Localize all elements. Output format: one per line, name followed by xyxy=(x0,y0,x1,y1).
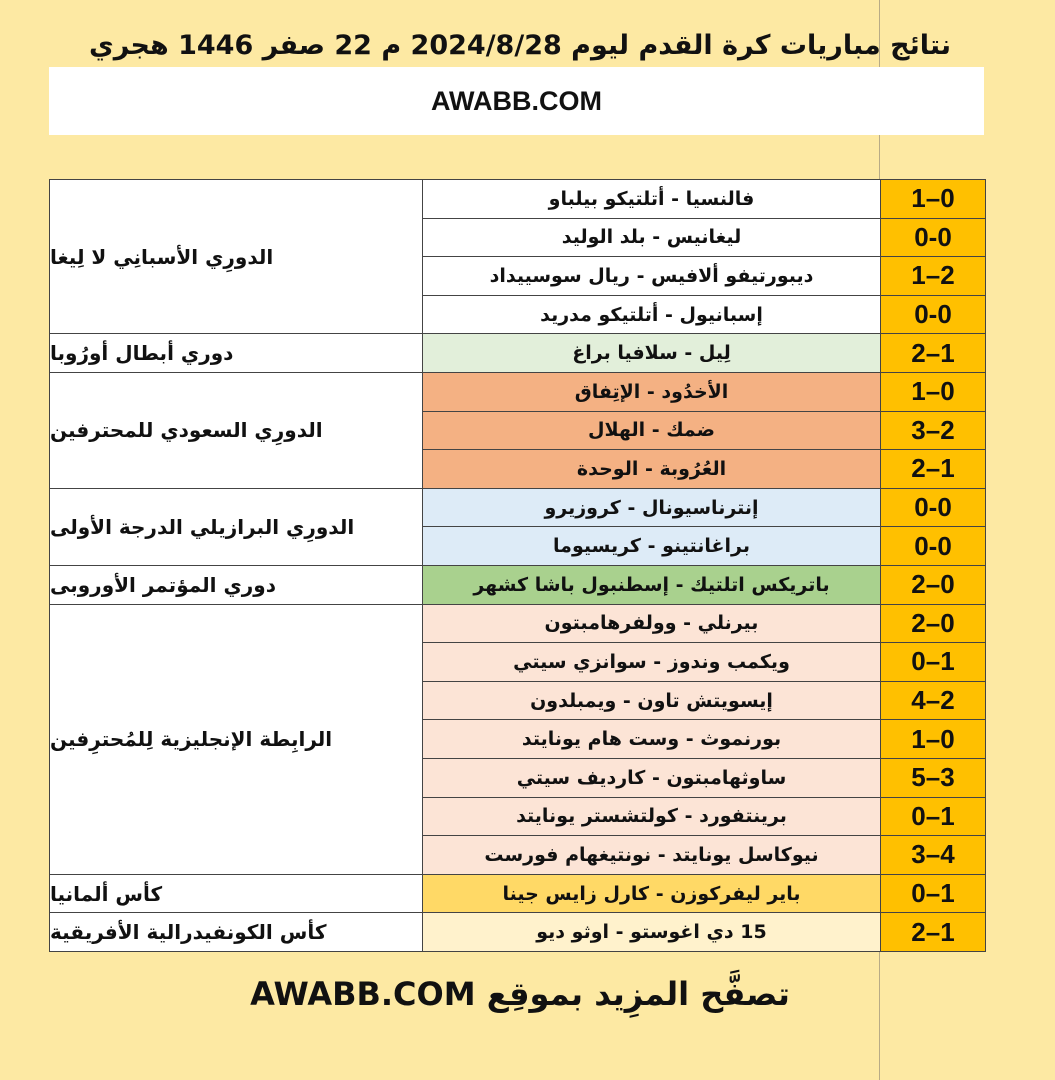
league-name: كأس الكونفيدرالية الأفريقية xyxy=(49,912,423,952)
match-score: 1–0 xyxy=(880,179,986,219)
match-teams: برينتفورد - كولتشستر يونايتد xyxy=(422,797,881,837)
match-score: 5–3 xyxy=(880,758,986,798)
match-score: 2–1 xyxy=(880,333,986,373)
league-name: الرابِطة الإنجليزية لِلمُحترِفين xyxy=(49,604,423,875)
match-teams: إنترناسيونال - كروزيرو xyxy=(422,488,881,528)
match-score: 2–1 xyxy=(880,912,986,952)
match-teams: بورنموث - وست هام يونايتد xyxy=(422,719,881,759)
site-banner xyxy=(49,67,984,135)
match-score: 0-0 xyxy=(880,526,986,566)
league-name: دوري أبطال أورُوبا xyxy=(49,333,423,373)
match-score: 2–0 xyxy=(880,565,986,605)
match-teams: ويكمب وندوز - سوانزي سيتي xyxy=(422,642,881,682)
site-name: AWABB.COM xyxy=(431,86,602,116)
league-name: الدورِي الأسبانِي لا لِيغا xyxy=(49,179,423,334)
match-teams: لِيل - سلافيا براغ xyxy=(422,333,881,373)
match-teams: الأخدُود - الإتِفاق xyxy=(422,372,881,412)
match-score: 0-0 xyxy=(880,488,986,528)
match-score: 3–2 xyxy=(880,411,986,451)
match-teams: باير ليفركوزن - كارل زايس جينا xyxy=(422,874,881,914)
match-teams: ساوثهامبتون - كارديف سيتي xyxy=(422,758,881,798)
match-score: 0-0 xyxy=(880,295,986,335)
match-score: 1–2 xyxy=(880,256,986,296)
match-score: 2–0 xyxy=(880,604,986,644)
match-teams: بيرنلي - وولفرهامبتون xyxy=(422,604,881,644)
match-teams: ديبورتيفو ألافيس - ريال سوسييداد xyxy=(422,256,881,296)
match-score: 0–1 xyxy=(880,874,986,914)
match-score: 0–1 xyxy=(880,797,986,837)
match-score: 4–2 xyxy=(880,681,986,721)
league-name: الدورِي البرازيلي الدرجة الأولى xyxy=(49,488,423,566)
league-name: دوري المؤتمر الأوروبى xyxy=(49,565,423,605)
footer-text: تصفَّح المزِيد بموقِع AWABB.COM xyxy=(250,975,790,1013)
match-score: 0-0 xyxy=(880,218,986,258)
league-name: الدورِي السعودي للمحترفين xyxy=(49,372,423,489)
league-name: كأس ألمانيا xyxy=(49,874,423,914)
match-teams: 15 دي اغوستو - اوثو ديو xyxy=(422,912,881,952)
match-teams: العُرُوبة - الوحدة xyxy=(422,449,881,489)
match-score: 2–1 xyxy=(880,449,986,489)
match-score: 1–0 xyxy=(880,719,986,759)
match-teams: ضمك - الهلال xyxy=(422,411,881,451)
match-teams: ليغانيس - بلد الوليد xyxy=(422,218,881,258)
match-score: 0–1 xyxy=(880,642,986,682)
page-title: نتائج مباريات كرة القدم ليوم 2024/8/28 م 22 صفر 1446 هجري xyxy=(88,30,952,61)
match-teams: إيسويتش تاون - ويمبلدون xyxy=(422,681,881,721)
match-teams: فالنسيا - أتلتيكو بيلباو xyxy=(422,179,881,219)
match-teams: إسبانيول - أتلتيكو مدريد xyxy=(422,295,881,335)
match-teams: براغانتينو - كريسيوما xyxy=(422,526,881,566)
match-score: 1–0 xyxy=(880,372,986,412)
match-teams: نيوكاسل يونايتد - نونتيغهام فورست xyxy=(422,835,881,875)
match-teams: باتريكس اتلتيك - إسطنبول باشا كشهر xyxy=(422,565,881,605)
results-table xyxy=(49,179,986,951)
match-score: 3–4 xyxy=(880,835,986,875)
